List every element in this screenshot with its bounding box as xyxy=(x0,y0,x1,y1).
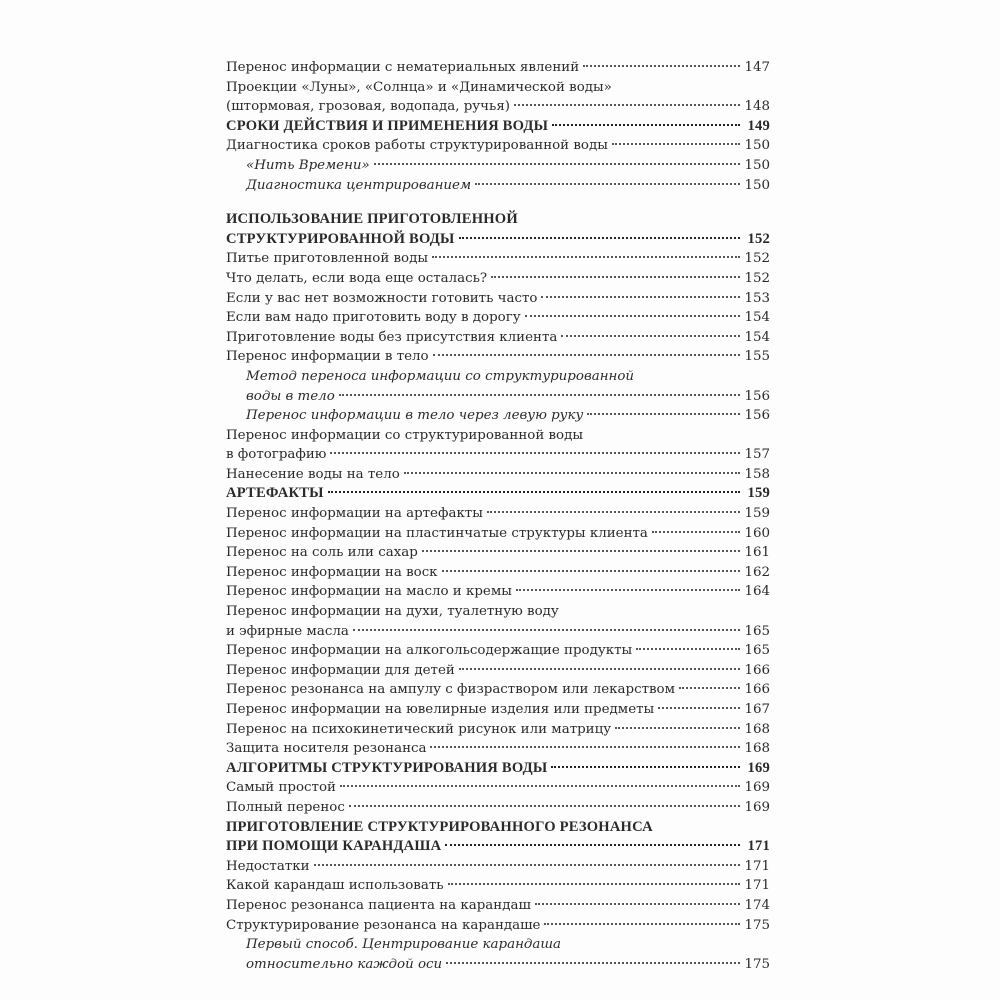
toc-entry-title: Перенос информации на воск xyxy=(226,564,438,580)
dot-leader xyxy=(615,727,740,729)
toc-entry xyxy=(226,78,770,98)
toc-page-number: 152 xyxy=(744,270,770,286)
toc-page-number: 166 xyxy=(744,682,770,698)
dot-leader xyxy=(541,296,740,298)
toc-entry-title: СТРУКТУРИРОВАННОЙ ВОДЫ xyxy=(226,230,455,247)
toc-entry-title: Какой карандаш использовать xyxy=(226,878,444,894)
toc-page-number: 153 xyxy=(744,290,770,306)
toc-page-number: 148 xyxy=(744,99,770,115)
dot-leader xyxy=(339,394,740,396)
toc-entry xyxy=(226,759,770,779)
toc-page-number: 150 xyxy=(744,138,770,154)
toc-entry-title: Перенос информации на ювелирные изделия или предметы xyxy=(226,702,655,717)
toc-entry xyxy=(226,176,770,196)
toc-entry xyxy=(226,524,770,544)
toc-entry xyxy=(226,739,770,759)
toc-page-number: 159 xyxy=(747,485,770,502)
toc-entry xyxy=(226,680,770,700)
toc-entry-title: Структурирование резонанса на карандаше xyxy=(226,917,541,933)
toc-page-number: 149 xyxy=(747,117,770,134)
toc-page-number: 152 xyxy=(747,230,770,247)
toc-entry xyxy=(226,210,770,230)
toc-page-number: 171 xyxy=(747,838,770,855)
toc-entry xyxy=(226,484,770,504)
toc-page-number: 175 xyxy=(744,956,770,972)
toc-entry xyxy=(226,426,770,446)
toc-entry-title: Перенос информации на пластинчатые структуры клиента xyxy=(226,525,648,541)
toc-entry xyxy=(226,700,770,720)
toc-page-number: 156 xyxy=(744,388,770,404)
dot-leader xyxy=(587,413,740,415)
toc-entry xyxy=(226,230,770,250)
toc-entry-title: ПРИГОТОВЛЕНИЕ СТРУКТУРИРОВАННОГО РЕЗОНАНСА xyxy=(226,818,653,835)
toc-entry-title: Перенос информации с нематериальных явлений xyxy=(226,60,580,75)
toc-page-number: 175 xyxy=(744,917,770,933)
toc-entry xyxy=(226,269,770,289)
dot-leader xyxy=(583,65,740,67)
toc-entry-title: Перенос информации в тело xyxy=(226,349,429,365)
dot-leader xyxy=(535,903,740,905)
toc-entry xyxy=(226,543,770,563)
toc-entry xyxy=(226,328,770,348)
toc-page-number: 166 xyxy=(744,662,770,678)
toc-entry xyxy=(226,818,770,838)
toc-page-number: 154 xyxy=(744,310,770,326)
dot-leader xyxy=(491,276,740,278)
dot-leader xyxy=(514,104,740,106)
toc-entry-title: Полный перенос xyxy=(226,799,345,815)
dot-leader xyxy=(516,589,740,591)
toc-entry-title: Перенос информации на артефакты xyxy=(226,506,483,522)
dot-leader xyxy=(448,883,740,885)
toc-entry-title: Перенос на психокинетический рисунок или матрицу xyxy=(226,721,612,737)
toc-page-number: 171 xyxy=(744,858,770,874)
toc-entry-title: Защита носителя резонанса xyxy=(226,741,427,757)
dot-leader xyxy=(422,550,740,552)
toc-entry xyxy=(226,387,770,407)
toc-entry-title: Первый способ. Центрирование карандаша xyxy=(246,937,562,953)
dot-leader xyxy=(340,785,740,787)
dot-leader xyxy=(442,570,740,572)
toc-entry xyxy=(226,916,770,936)
toc-entry-title: Диагностика сроков работы структурированной воды xyxy=(226,138,608,154)
toc-entry xyxy=(226,563,770,583)
toc-entry xyxy=(226,289,770,309)
dot-leader xyxy=(551,766,740,768)
toc-entry xyxy=(226,445,770,465)
dot-leader xyxy=(552,124,740,126)
toc-entry-title: «Нить Времени» xyxy=(246,157,370,173)
toc-entry xyxy=(226,837,770,857)
toc-page-number: 147 xyxy=(744,60,770,75)
toc-entry-title: воды в тело xyxy=(246,388,335,404)
toc-page-number: 168 xyxy=(744,741,770,757)
toc-entry xyxy=(226,622,770,642)
toc-page-number: 164 xyxy=(744,584,770,600)
toc-entry xyxy=(226,465,770,485)
toc-entry xyxy=(226,97,770,117)
dot-leader xyxy=(433,354,740,356)
toc-entry-title: Перенос информации в тело через левую руку xyxy=(246,408,584,424)
toc-entry xyxy=(226,406,770,426)
dot-leader xyxy=(612,143,740,145)
toc-entry xyxy=(226,156,770,176)
toc-entry xyxy=(226,661,770,681)
dot-leader xyxy=(330,452,740,454)
toc-entry-title: ПРИ ПОМОЩИ КАРАНДАША xyxy=(226,838,442,855)
toc-entry-title: Проекции «Луны», «Солнца» и «Динамической воды» xyxy=(226,79,612,95)
toc-page-number: 162 xyxy=(744,564,770,580)
dot-leader xyxy=(459,237,740,239)
toc-entry-title: Метод переноса информации со структурированной xyxy=(246,368,635,384)
toc-entry-title: Перенос информации на масло и кремы xyxy=(226,584,512,600)
toc-entry-title: Если у вас нет возможности готовить часто xyxy=(226,290,538,306)
dot-leader xyxy=(349,805,740,807)
toc-entry xyxy=(226,347,770,367)
toc-page-number: 160 xyxy=(744,525,770,541)
toc-entry-title: Что делать, если вода еще осталась? xyxy=(226,270,488,286)
toc-entry xyxy=(226,876,770,896)
toc-page-number: 159 xyxy=(744,506,770,522)
dot-leader xyxy=(353,629,740,631)
table-of-contents xyxy=(226,58,770,974)
toc-entry-title: (штормовая, грозовая, водопада, ручья) xyxy=(226,99,510,115)
toc-entry xyxy=(226,308,770,328)
dot-leader xyxy=(679,687,740,689)
toc-page-number: 165 xyxy=(744,643,770,659)
dot-leader xyxy=(374,163,740,165)
toc-page-number: 168 xyxy=(744,721,770,737)
dot-leader xyxy=(314,864,740,866)
toc-entry xyxy=(226,136,770,156)
toc-entry-title: ИСПОЛЬЗОВАНИЕ ПРИГОТОВЛЕННОЙ xyxy=(226,211,518,228)
dot-leader xyxy=(328,491,740,493)
dot-leader xyxy=(544,923,740,925)
toc-entry-title: и эфирные масла xyxy=(226,623,349,639)
toc-entry xyxy=(226,58,770,78)
toc-page-number: 152 xyxy=(744,251,770,267)
dot-leader xyxy=(446,962,740,964)
toc-entry-title: АЛГОРИТМЫ СТРУКТУРИРОВАНИЯ ВОДЫ xyxy=(226,759,548,776)
toc-entry xyxy=(226,896,770,916)
toc-entry xyxy=(226,955,770,975)
toc-entry-title: относительно каждой оси xyxy=(246,956,443,972)
toc-entry xyxy=(226,798,770,818)
toc-entry-title: Перенос информации со структурированной воды xyxy=(226,427,584,443)
toc-entry-title: СРОКИ ДЕЙСТВИЯ И ПРИМЕНЕНИЯ ВОДЫ xyxy=(226,117,549,134)
toc-entry-title: Питье приготовленной воды xyxy=(226,251,429,267)
dot-leader xyxy=(525,315,740,317)
dot-leader xyxy=(652,531,740,533)
toc-entry xyxy=(226,367,770,387)
toc-page-number: 165 xyxy=(744,623,770,639)
toc-page-number: 174 xyxy=(744,897,770,913)
toc-page-number: 157 xyxy=(744,447,770,463)
toc-entry-title: Самый простой xyxy=(226,780,336,796)
toc-page-number: 169 xyxy=(747,759,770,776)
toc-entry-title: Перенос информации на алкогольсодержащие продукты xyxy=(226,643,633,659)
toc-entry xyxy=(226,778,770,798)
toc-page-number: 154 xyxy=(744,329,770,345)
toc-entry xyxy=(226,641,770,661)
toc-entry-title: Перенос информации на духи, туалетную воду xyxy=(226,604,559,620)
toc-entry-title: Перенос резонанса на ампулу с физраствором или лекарством xyxy=(226,682,676,698)
toc-entry xyxy=(226,117,770,137)
toc-page-number: 158 xyxy=(744,466,770,482)
dot-leader xyxy=(404,472,740,474)
toc-page-number: 156 xyxy=(744,408,770,424)
toc-entry-title: Нанесение воды на тело xyxy=(226,466,400,482)
dot-leader xyxy=(430,746,740,748)
toc-entry-title: в фотографию xyxy=(226,447,327,463)
toc-entry-title: Перенос информации для детей xyxy=(226,662,455,678)
dot-leader xyxy=(561,335,740,337)
toc-entry-title: Если вам надо приготовить воду в дорогу xyxy=(226,310,521,326)
dot-leader xyxy=(658,707,740,709)
toc-entry xyxy=(226,857,770,877)
toc-entry xyxy=(226,602,770,622)
toc-page-number: 150 xyxy=(744,177,770,193)
toc-page-number: 161 xyxy=(744,545,770,561)
toc-entry-title: АРТЕФАКТЫ xyxy=(226,485,324,502)
toc-page-number: 167 xyxy=(744,702,770,717)
toc-entry xyxy=(226,935,770,955)
toc-entry xyxy=(226,720,770,740)
toc-entry xyxy=(226,504,770,524)
toc-entry xyxy=(226,582,770,602)
toc-entry-title: Приготовление воды без присутствия клиента xyxy=(226,329,558,345)
toc-page-number: 171 xyxy=(744,878,770,894)
toc-page-number: 169 xyxy=(744,799,770,815)
dot-leader xyxy=(432,256,740,258)
toc-entry-title: Перенос резонанса пациента на карандаш xyxy=(226,897,531,913)
toc-entry-title: Перенос на соль или сахар xyxy=(226,545,418,561)
dot-leader xyxy=(487,511,740,513)
toc-entry-title: Недостатки xyxy=(226,858,310,874)
toc-page-number: 150 xyxy=(744,157,770,173)
toc-entry-title: Диагностика центрированием xyxy=(246,177,472,193)
dot-leader xyxy=(636,648,740,650)
toc-page-number: 169 xyxy=(744,780,770,796)
dot-leader xyxy=(475,183,740,185)
toc-entry xyxy=(226,249,770,269)
dot-leader xyxy=(445,844,740,846)
dot-leader xyxy=(459,668,740,670)
toc-page-number: 155 xyxy=(744,349,770,365)
